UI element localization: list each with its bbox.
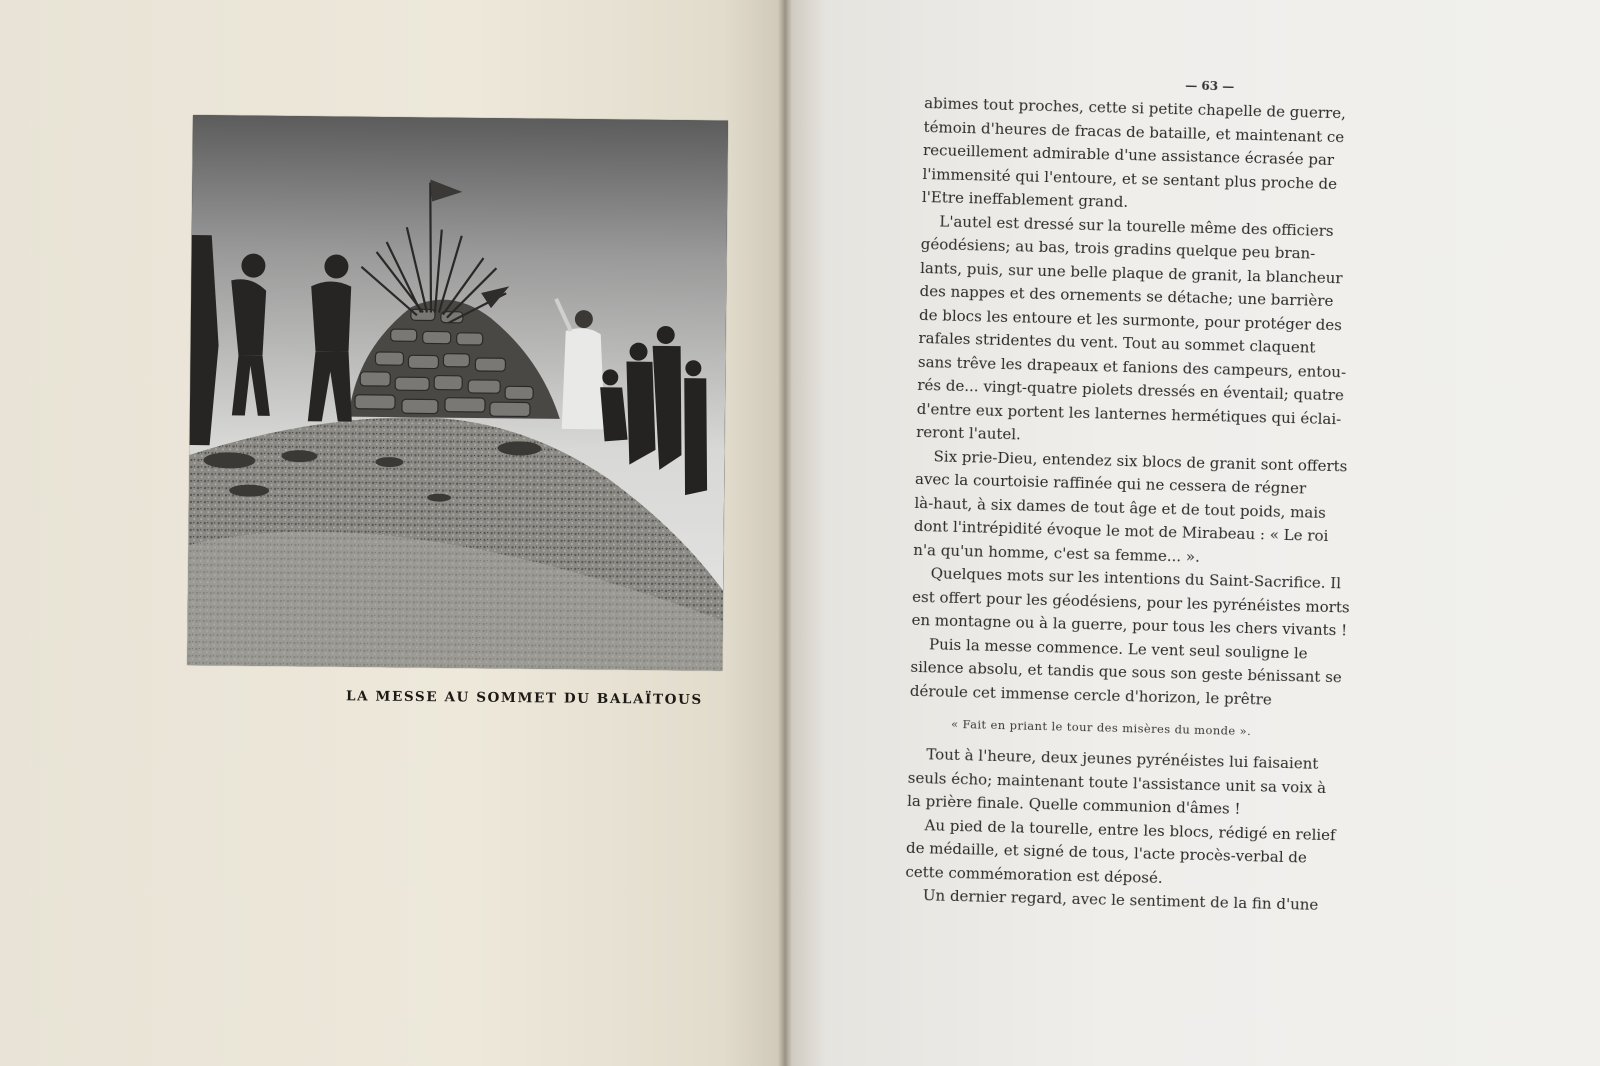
- text-line: Tout à l'heure, deux jeunes pyrénéistes lui faisaient: [926, 745, 1319, 773]
- photo-drawing: [187, 115, 728, 671]
- text-line: déroule cet immense cercle d'horizon, le prêtre: [909, 681, 1272, 709]
- text-line: l'Etre ineffablement grand.: [921, 187, 1129, 211]
- text-line: silence absolu, et tandis que sous son geste bénissant se: [910, 657, 1342, 687]
- text-line: n'a qu'un homme, c'est sa femme... ».: [913, 540, 1201, 566]
- text-line: géodésiens; au bas, trois gradins quelque peu bran-: [920, 234, 1316, 263]
- text-line: Puis la messe commence. Le vent seul souligne le: [928, 634, 1308, 663]
- book-gutter: [778, 0, 792, 1066]
- text-paragraphs-part2: [905, 743, 1449, 921]
- text-line: avec la courtoisie raffinée qui ne cessera de régner: [914, 469, 1307, 498]
- text-line: Quelques mots sur les intentions du Saint-Sacrifice. Il: [930, 564, 1342, 593]
- text-line: recueillement admirable d'une assistance écrasée par: [922, 140, 1335, 170]
- text-line: Six prie-Dieu, entendez six blocs de granit sont offerts: [933, 446, 1348, 475]
- text-line: de médaille, et signé de tous, l'acte procès-verbal de: [905, 838, 1308, 867]
- summit-mass-photo: [187, 115, 728, 671]
- text-line: lants, puis, sur une belle plaque de granit, la blancheur: [920, 258, 1343, 287]
- text-line: Un dernier regard, avec le sentiment de la fin d'une: [922, 886, 1319, 914]
- text-line: L'autel est dressé sur la tourelle même des officiers: [939, 211, 1334, 240]
- photo-caption: LA MESSE AU SOMMET DU BALAÏTOUS: [345, 688, 703, 709]
- text-line: cette commémoration est déposé.: [905, 862, 1163, 887]
- text-line: en montagne ou à la guerre, pour tous les chers vivants !: [911, 610, 1348, 640]
- text-line: là-haut, à six dames de tout âge et de tout poids, mais: [914, 493, 1327, 522]
- text-line: rés de... vingt-quatre piolets dressés en éventail; quatre: [917, 375, 1345, 405]
- text-line: la prière finale. Quelle communion d'âmes !: [906, 791, 1241, 818]
- text-line: seuls écho; maintenant toute l'assistance unit sa voix à: [907, 768, 1327, 797]
- text-line: rafales stridentes du vent. Tout au sommet claquent: [918, 328, 1316, 357]
- text-line: sans trêve les drapeaux et fanions des campeurs, entou-: [917, 352, 1347, 381]
- text-paragraphs-part1: [910, 92, 1465, 716]
- text-line: est offert pour les géodésiens, pour les pyrénéistes morts: [911, 587, 1350, 617]
- text-line: reront l'autel.: [915, 422, 1022, 444]
- right-page-text: [905, 72, 1465, 920]
- verse-quote: « Fait en priant le tour des misères du monde ».: [950, 716, 1252, 739]
- text-line: des nappes et des ornements se détache; une barrière: [919, 281, 1334, 311]
- text-line: abimes tout proches, cette si petite chapelle de guerre,: [924, 93, 1347, 123]
- text-line: d'entre eux portent les lanternes hermétiques qui éclai-: [916, 399, 1342, 428]
- text-line: témoin d'heures de fracas de bataille, et maintenant ce: [923, 117, 1345, 146]
- text-line: Au pied de la tourelle, entre les blocs, rédigé en relief: [924, 815, 1336, 844]
- text-line: de blocs les entoure et les surmonte, pour protéger des: [918, 305, 1343, 334]
- page-number: — 63 —: [1185, 78, 1235, 94]
- text-line: dont l'intrépidité évoque le mot de Mirabeau : « Le roi: [913, 516, 1329, 545]
- text-line: l'immensité qui l'entoure, et se sentant plus proche de: [922, 164, 1338, 193]
